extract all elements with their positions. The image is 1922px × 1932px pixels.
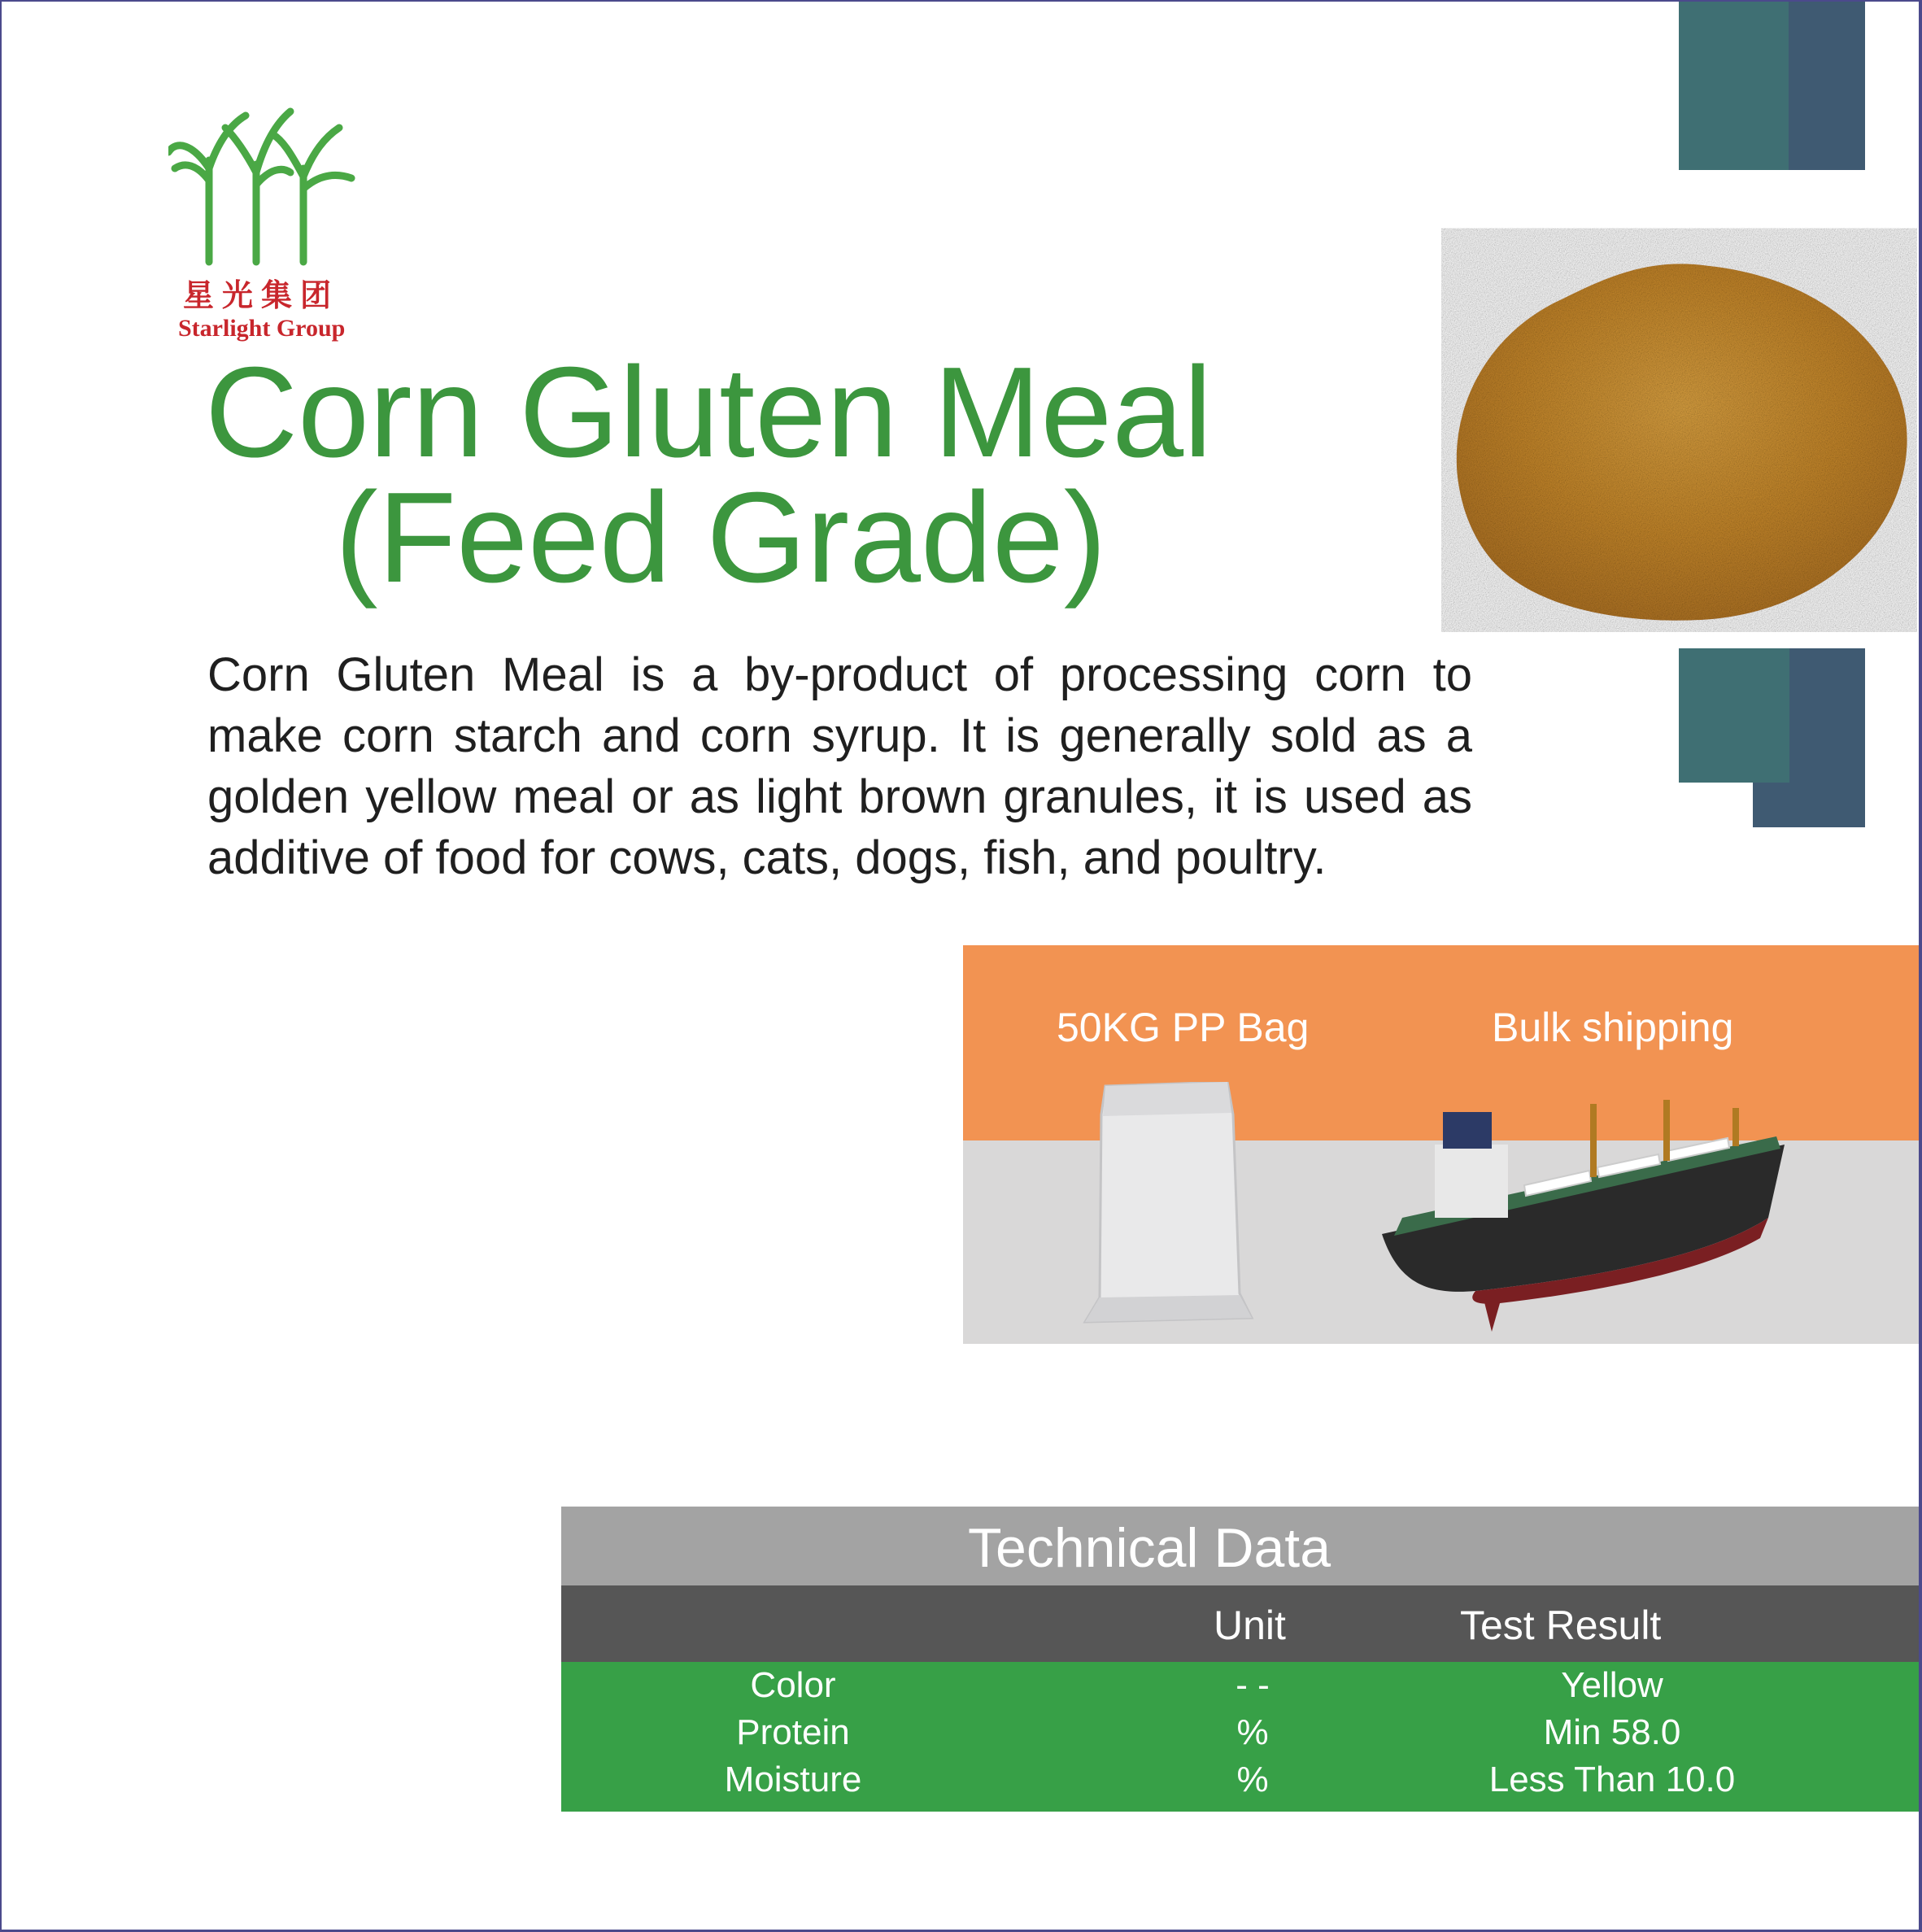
title-line-1: Corn Gluten Meal [205,341,1213,484]
row-unit: % [1236,1760,1269,1799]
product-description: Corn Gluten Meal is a by-product of processing corn to make corn starch and corn syrup. It is generally sold as a golden yellow meal or as light brown granules, it is used as additive of food for cows, cats, dogs, fish, and poultry. [207,648,1472,884]
decor-block-teal-top [1679,2,1793,170]
table-body [561,1662,1919,1812]
sugarcane-logo-icon [168,103,355,266]
table-row [561,1712,1919,1760]
row-result: Less Than 10.0 [1488,1760,1736,1799]
technical-data-table [561,1507,1919,1812]
bulk-shipping-label: Bulk shipping [1492,1005,1734,1050]
packaging-panel [963,945,1919,1344]
brand-logo [168,103,380,347]
row-name: Protein [736,1712,850,1752]
brand-name-en: Starlight Group [178,315,346,342]
technical-data-header [561,1507,1919,1585]
table-column-headers [561,1585,1919,1662]
decor-block-teal-mid [1679,648,1789,783]
table-row [561,1665,1919,1712]
table-row [561,1760,1919,1807]
row-result: Yellow [1561,1665,1663,1705]
row-unit: % [1236,1712,1269,1752]
product-title [205,341,1344,609]
row-name: Moisture [724,1760,862,1799]
title-line-2: (Feed Grade) [335,466,1107,609]
cargo-ship-icon [1378,1096,1801,1332]
corn-gluten-powder-image [1441,209,1917,632]
decor-block-slate-top [1789,2,1865,170]
row-result: Min 58.0 [1543,1712,1681,1752]
column-header-unit: Unit [1214,1603,1286,1648]
row-unit: - - [1236,1665,1270,1705]
brand-name-cn: 星光集团 [183,277,340,313]
row-name: Color [750,1665,836,1705]
bag-label: 50KG PP Bag [1057,1005,1310,1050]
technical-data-title: Technical Data [968,1517,1331,1579]
pp-bag-icon [1077,1082,1264,1326]
column-header-test-result: Test Result [1460,1603,1662,1648]
